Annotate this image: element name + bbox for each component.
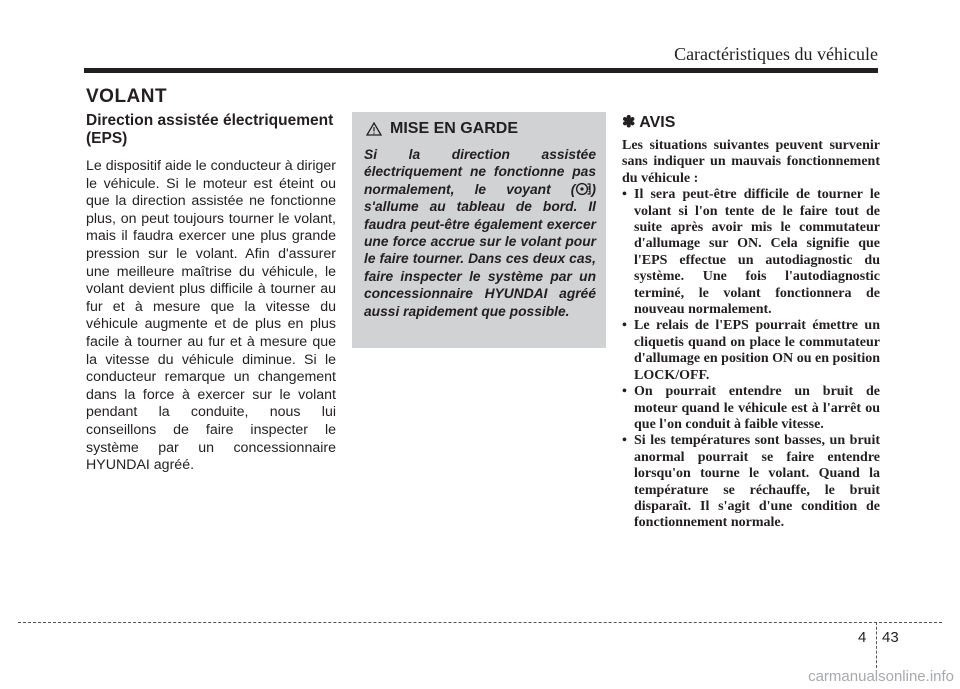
bullet: • <box>622 318 627 334</box>
list-item <box>622 187 880 318</box>
bullet: • <box>622 433 627 449</box>
chapter-number: 4 <box>858 629 867 646</box>
notice-list <box>622 187 880 532</box>
list-item-text: Si les températures sont basses, un bruit anormal pourrait se faire entendre lorsqu'on tourne le volant. Quand la température se réchauffe, le bruit disparaît. Il s'agit d'une condition de fonctionnement normale. <box>634 433 880 531</box>
column-eps <box>86 112 336 475</box>
list-item <box>622 384 880 433</box>
eps-warning-light-icon <box>575 182 591 196</box>
warning-title: MISE EN GARDE <box>390 120 519 137</box>
list-item-text: Le relais de l'EPS pourrait émettre un cliquetis quand on place le commutateur d'allumage en position ON ou en position LOCK/OFF. <box>634 318 880 383</box>
column-notice <box>622 112 880 532</box>
header-rule <box>84 68 878 73</box>
warning-heading <box>364 120 596 138</box>
watermark: carmanualsonline.info <box>808 668 954 685</box>
bullet: • <box>622 384 627 400</box>
footer-vertical-divider <box>876 622 877 668</box>
notice-intro: Les situations suivantes peuvent survenir sans indiquer un mauvais fonctionnement du véhicule : <box>622 138 880 186</box>
eps-body: Le dispositif aide le conducteur à diriger le véhicule. Si le moteur est éteint ou que la direction assistée ne fonctionne plus, on peut toujours tourner le volant, mais il faudra exercer une plus grande pression sur le volant. Afin d'assurer une meilleure maîtrise du véhicule, le volant devient plus difficile à tourner au fur et à mesure que la vitesse du véhicule augmente et de plus en plus facile à tourner au fur et à mesure que la vitesse du véhicule diminue. Si le conducteur remarque un changement dans la force à exercer sur le volant pendant la conduite, nous lui conseillons de faire inspecter le système par un concessionnaire HYUNDAI agréé. <box>86 158 337 474</box>
footer-divider <box>18 622 942 623</box>
chapter-title: Caractéristiques du véhicule <box>674 44 878 64</box>
warning-triangle-icon <box>366 122 382 136</box>
warning-box <box>352 112 606 348</box>
warning-text <box>364 146 596 320</box>
warning-text-part1: Si la direction assistée électriquement ne fonctionne pas normalement, le voyant ( <box>364 147 596 197</box>
list-item-text: Il sera peut-être difficile de tourner le volant si l'on tente de le faire tout de suite après avoir mis le commutateur d'allumage sur ON. Cela signifie que l'EPS effectue un autodiagnostic du système. Une fois l'autodiagnostic terminé, le volant fonctionnera de nouveau normalement. <box>634 187 880 318</box>
list-item-text: On pourrait entendre un bruit de moteur quand le véhicule est à l'arrêt ou que l'on conduit à faible vitesse. <box>634 384 880 432</box>
eps-subheading: Direction assistée électriquement (EPS) <box>86 112 334 147</box>
page-number: 43 <box>882 629 899 646</box>
notice-title: ✽ AVIS <box>622 114 676 131</box>
bullet: • <box>622 187 627 203</box>
section-title: VOLANT <box>86 86 168 107</box>
list-item <box>622 433 880 531</box>
warning-text-part2: ) s'allume au tableau de bord. Il faudra peut-être également exercer une force accrue sur le volant pour le faire tourner. Dans ces deux cas, faire inspecter le système par un concessionnaire HYUNDAI agréé aussi rapidement que possible. <box>364 181 596 319</box>
list-item <box>622 318 880 384</box>
